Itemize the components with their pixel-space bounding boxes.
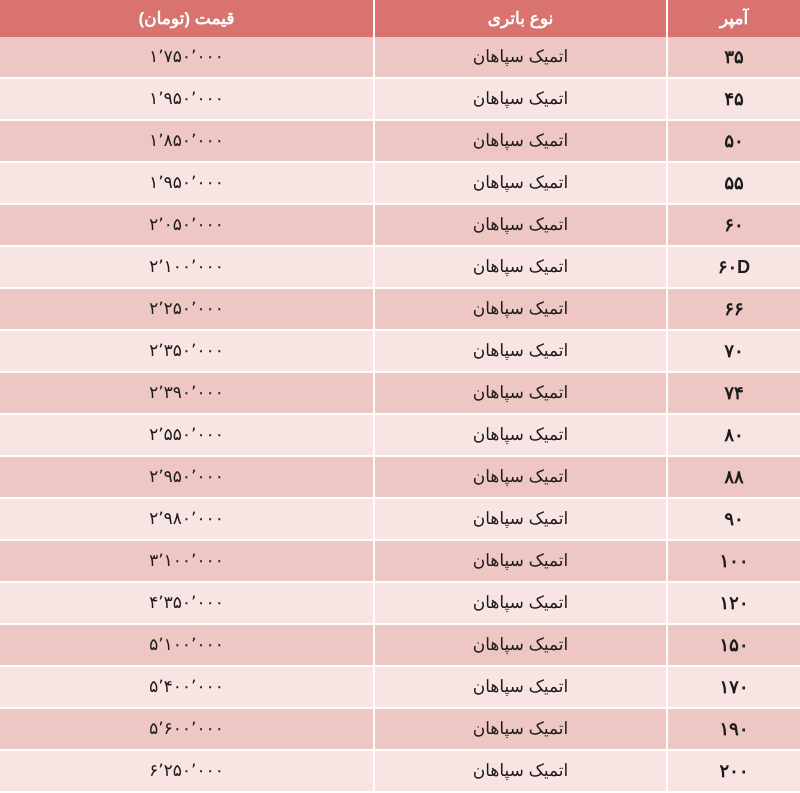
cell-price: ۲٬۱۰۰٬۰۰۰	[0, 246, 374, 288]
cell-battery-type: اتمیک سپاهان	[374, 78, 667, 120]
cell-amp: ۸۸	[667, 456, 800, 498]
table-row	[0, 246, 800, 288]
cell-price: ۶٬۲۵۰٬۰۰۰	[0, 750, 374, 792]
cell-price: ۵٬۶۰۰٬۰۰۰	[0, 708, 374, 750]
cell-battery-type: اتمیک سپاهان	[374, 666, 667, 708]
cell-amp: ۱۲۰	[667, 582, 800, 624]
table-row	[0, 162, 800, 204]
column-header-price: قیمت (تومان)	[0, 0, 374, 37]
cell-price: ۳٬۱۰۰٬۰۰۰	[0, 540, 374, 582]
cell-amp: ۶۶	[667, 288, 800, 330]
table-row	[0, 78, 800, 120]
cell-amp: ۱۵۰	[667, 624, 800, 666]
table-header-row	[0, 0, 800, 37]
cell-battery-type: اتمیک سپاهان	[374, 456, 667, 498]
table-body	[0, 37, 800, 792]
cell-amp: ۸۰	[667, 414, 800, 456]
table-row	[0, 498, 800, 540]
cell-amp: ۱۷۰	[667, 666, 800, 708]
table-row	[0, 204, 800, 246]
cell-amp: ۴۵	[667, 78, 800, 120]
cell-battery-type: اتمیک سپاهان	[374, 708, 667, 750]
table-row	[0, 372, 800, 414]
table-row	[0, 708, 800, 750]
column-header-amp: آمپر	[667, 0, 800, 37]
column-header-battery-type: نوع باتری	[374, 0, 667, 37]
table-row	[0, 624, 800, 666]
table-row	[0, 750, 800, 792]
cell-price: ۱٬۸۵۰٬۰۰۰	[0, 120, 374, 162]
cell-price: ۲٬۹۵۰٬۰۰۰	[0, 456, 374, 498]
table-row	[0, 540, 800, 582]
cell-battery-type: اتمیک سپاهان	[374, 414, 667, 456]
cell-battery-type: اتمیک سپاهان	[374, 288, 667, 330]
cell-amp: ۱۹۰	[667, 708, 800, 750]
cell-battery-type: اتمیک سپاهان	[374, 750, 667, 792]
cell-amp: ۵۵	[667, 162, 800, 204]
cell-price: ۱٬۷۵۰٬۰۰۰	[0, 37, 374, 78]
table-row	[0, 456, 800, 498]
cell-battery-type: اتمیک سپاهان	[374, 204, 667, 246]
cell-battery-type: اتمیک سپاهان	[374, 498, 667, 540]
table-row	[0, 120, 800, 162]
table-row	[0, 37, 800, 78]
cell-amp: ۳۵	[667, 37, 800, 78]
cell-price: ۲٬۳۹۰٬۰۰۰	[0, 372, 374, 414]
cell-price: ۵٬۱۰۰٬۰۰۰	[0, 624, 374, 666]
table-row	[0, 288, 800, 330]
cell-battery-type: اتمیک سپاهان	[374, 582, 667, 624]
cell-amp: ۷۰	[667, 330, 800, 372]
cell-price: ۱٬۹۵۰٬۰۰۰	[0, 162, 374, 204]
cell-battery-type: اتمیک سپاهان	[374, 540, 667, 582]
cell-amp: ۵۰	[667, 120, 800, 162]
cell-price: ۲٬۹۸۰٬۰۰۰	[0, 498, 374, 540]
cell-price: ۲٬۳۵۰٬۰۰۰	[0, 330, 374, 372]
cell-price: ۲٬۲۵۰٬۰۰۰	[0, 288, 374, 330]
cell-amp: ۹۰	[667, 498, 800, 540]
cell-price: ۲٬۰۵۰٬۰۰۰	[0, 204, 374, 246]
cell-price: ۲٬۵۵۰٬۰۰۰	[0, 414, 374, 456]
cell-price: ۴٬۳۵۰٬۰۰۰	[0, 582, 374, 624]
cell-battery-type: اتمیک سپاهان	[374, 37, 667, 78]
cell-price: ۱٬۹۵۰٬۰۰۰	[0, 78, 374, 120]
cell-battery-type: اتمیک سپاهان	[374, 372, 667, 414]
cell-amp: ۷۴	[667, 372, 800, 414]
table-row	[0, 666, 800, 708]
cell-battery-type: اتمیک سپاهان	[374, 120, 667, 162]
cell-amp: ۶۰D	[667, 246, 800, 288]
cell-amp: ۱۰۰	[667, 540, 800, 582]
cell-battery-type: اتمیک سپاهان	[374, 246, 667, 288]
cell-battery-type: اتمیک سپاهان	[374, 330, 667, 372]
table-row	[0, 582, 800, 624]
table-row	[0, 330, 800, 372]
table-row	[0, 414, 800, 456]
cell-battery-type: اتمیک سپاهان	[374, 624, 667, 666]
cell-amp: ۲۰۰	[667, 750, 800, 792]
cell-battery-type: اتمیک سپاهان	[374, 162, 667, 204]
table-header	[0, 0, 800, 37]
cell-price: ۵٬۴۰۰٬۰۰۰	[0, 666, 374, 708]
cell-amp: ۶۰	[667, 204, 800, 246]
